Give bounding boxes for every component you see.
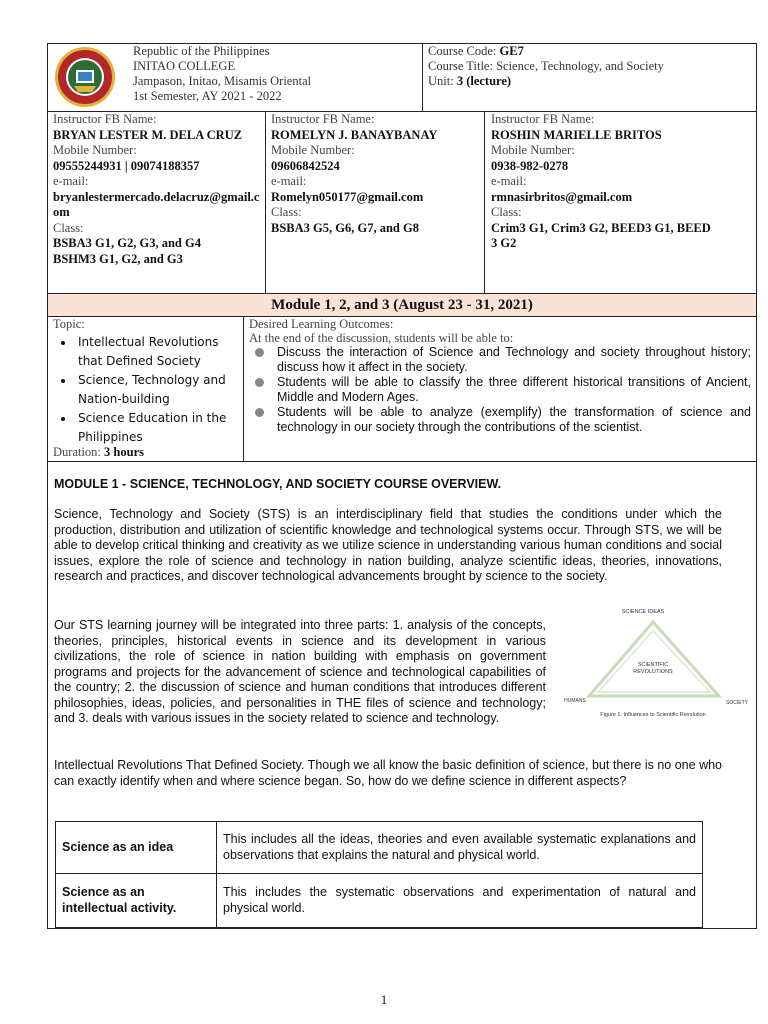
- definition-description: This includes all the ideas, theories and even available systematic explanations and observations that explains the natural and physical world.: [217, 822, 703, 874]
- class-label: Class:: [491, 205, 522, 219]
- class-label: Class:: [271, 205, 302, 219]
- school-line-semester: 1st Semester, AY 2021 - 2022: [133, 89, 282, 103]
- figure-label-revolutions: REVOLUTIONS: [633, 669, 673, 675]
- course-code: GE7: [499, 44, 524, 58]
- email-label: e-mail:: [53, 174, 89, 188]
- bullet-icon: [255, 378, 264, 387]
- topic-item: • Science, Technology and Nation-building: [75, 371, 238, 409]
- mobile-number: 09606842524: [271, 158, 340, 173]
- instructor-name: BRYAN LESTER M. DELA CRUZ: [53, 127, 243, 142]
- bullet-icon: [255, 408, 264, 417]
- mobile-number: 09555244931 | 09074188357: [53, 158, 200, 173]
- module-title-bar: Module 1, 2, and 3 (August 23 - 31, 2021): [48, 294, 756, 317]
- outcomes-intro: At the end of the discussion, students will be able to:: [249, 331, 514, 345]
- outcomes-label: Desired Learning Outcomes:: [249, 317, 394, 331]
- outcome-item: Discuss the interaction of Science and Technology and society throughout history; discuss how it affect in the society.: [249, 345, 751, 375]
- figure-label-scientific: SCIENTIFIC: [637, 662, 669, 668]
- email-address: rmnasirbritos@gmail.com: [491, 189, 633, 204]
- topic-cell: [48, 316, 244, 462]
- school-line-republic: Republic of the Philippines: [133, 44, 270, 58]
- unit-label: Unit:: [428, 74, 454, 88]
- course-title-label: Course Title:: [428, 59, 493, 73]
- class-list: Crim3 G1, Crim3 G2, BEED3 G1, BEED 3 G2: [491, 220, 711, 250]
- table-row: [56, 822, 703, 874]
- instructor-name: ROSHIN MARIELLE BRITOS: [491, 127, 662, 142]
- bullet-icon: [255, 348, 264, 357]
- instructor-fb-label: Instructor FB Name:: [491, 112, 595, 126]
- definition-description: This includes the systematic observations and experimentation of natural and physical world.: [217, 874, 703, 928]
- duration-value: 3 hours: [104, 445, 144, 459]
- definition-term: Science as an intellectual activity.: [56, 874, 217, 928]
- instructor-card-3: [485, 111, 756, 294]
- class-list: BSBA3 G5, G6, G7, and G8: [271, 220, 419, 235]
- class-label: Class:: [53, 220, 84, 235]
- table-row: [56, 874, 703, 928]
- topic-list: [53, 333, 238, 447]
- instructor-name: ROMELYN J. BANAYBANAY: [271, 127, 438, 142]
- paragraph-learning-journey: Our STS learning journey will be integrated into three parts: 1. analysis of the concepts, theories, principles, historical events in science and its development in various civilizations, the role of science in nation building with emphasis on government programs and projects for the advancement of science and technological capabilities of the country; 2. the discussion of science and human conditions that introduces different philosophies, ideas, policies, and personalities in THE files of science and technology; and 3. deals with various issues in the society related to science and technology.: [54, 618, 546, 725]
- figure-label-society: SOCIETY: [726, 700, 748, 706]
- email-address: Romelyn050177@gmail.com: [271, 189, 424, 204]
- duration: [53, 445, 144, 460]
- college-logo-icon: [54, 46, 116, 108]
- school-cell: [48, 44, 423, 111]
- influences-figure: [551, 604, 756, 724]
- email-label: e-mail:: [491, 174, 527, 188]
- mobile-label: Mobile Number:: [491, 143, 575, 157]
- module-heading: MODULE 1 - SCIENCE, TECHNOLOGY, AND SOCIETY COURSE OVERVIEW.: [54, 477, 502, 491]
- paragraph-sts-intro: Science, Technology and Society (STS) is an interdisciplinary field that studies the conditions under which the production, distribution and utilization of scientific knowledge and technological systems occur. Through STS, we will be able to develop critical thinking and creativity as we utilize science in understanding various human conditions and social issues, explore the role of science and technology in nation building, analyze scientific ideas, theories, innovations, research and practices, and discover technological advancements brought by science to the society.: [54, 507, 722, 583]
- duration-label: Duration:: [53, 445, 101, 459]
- outcome-item: Students will be able to classify the three different historical transitions of Ancient, Middle and Modern Ages.: [249, 375, 751, 405]
- mobile-label: Mobile Number:: [271, 143, 355, 157]
- instructor-fb-label: Instructor FB Name:: [53, 112, 157, 126]
- course-title: Science, Technology, and Society: [496, 59, 664, 73]
- figure-caption: Figure 1. Influences to Scientific Revolution: [600, 712, 706, 718]
- document-page: [47, 43, 757, 929]
- unit-value: 3 (lecture): [456, 74, 512, 88]
- mobile-label: Mobile Number:: [53, 143, 137, 157]
- topic-item: • Science Education in the Philippines: [75, 409, 238, 447]
- header-row: [48, 44, 756, 112]
- topic-label: Topic:: [53, 317, 85, 331]
- instructor-fb-label: Instructor FB Name:: [271, 112, 375, 126]
- outcome-item: Students will be able to analyze (exemplify) the transformation of science and technology in our society through the contributions of the scientist.: [249, 405, 751, 435]
- figure-label-science-ideas: SCIENCE IDEAS: [621, 609, 665, 615]
- school-info: [133, 44, 311, 104]
- course-info: [428, 44, 664, 89]
- topic-item: • Intellectual Revolutions that Defined Society: [75, 333, 238, 371]
- course-code-label: Course Code:: [428, 44, 497, 58]
- school-line-address: Jampason, Initao, Misamis Oriental: [133, 74, 312, 88]
- instructor-card-2: [266, 111, 485, 294]
- mobile-number: 0938-982-0278: [491, 158, 569, 173]
- email-label: e-mail:: [271, 174, 307, 188]
- figure-label-humans: HUMANS: [564, 698, 586, 704]
- school-line-name: INITAO COLLEGE: [133, 59, 236, 73]
- learning-outcomes-cell: [244, 316, 756, 462]
- class-list: BSBA3 G1, G2, G3, and G4 BSHM3 G1, G2, and G3: [53, 236, 201, 266]
- page-number: 1: [380, 992, 388, 1007]
- email-address: bryanlestermercado.delacruz@gmail.com: [53, 189, 260, 219]
- definition-term: Science as an idea: [56, 822, 217, 874]
- instructor-card-1: [48, 111, 266, 294]
- definitions-table: [55, 821, 703, 928]
- paragraph-intellectual-revolutions: Intellectual Revolutions That Defined Society. Though we all know the basic definition of science, but there is no one who can exactly identify when and where science began. So, how do we define science in different aspects?: [54, 758, 722, 788]
- outcomes-list: [249, 345, 751, 435]
